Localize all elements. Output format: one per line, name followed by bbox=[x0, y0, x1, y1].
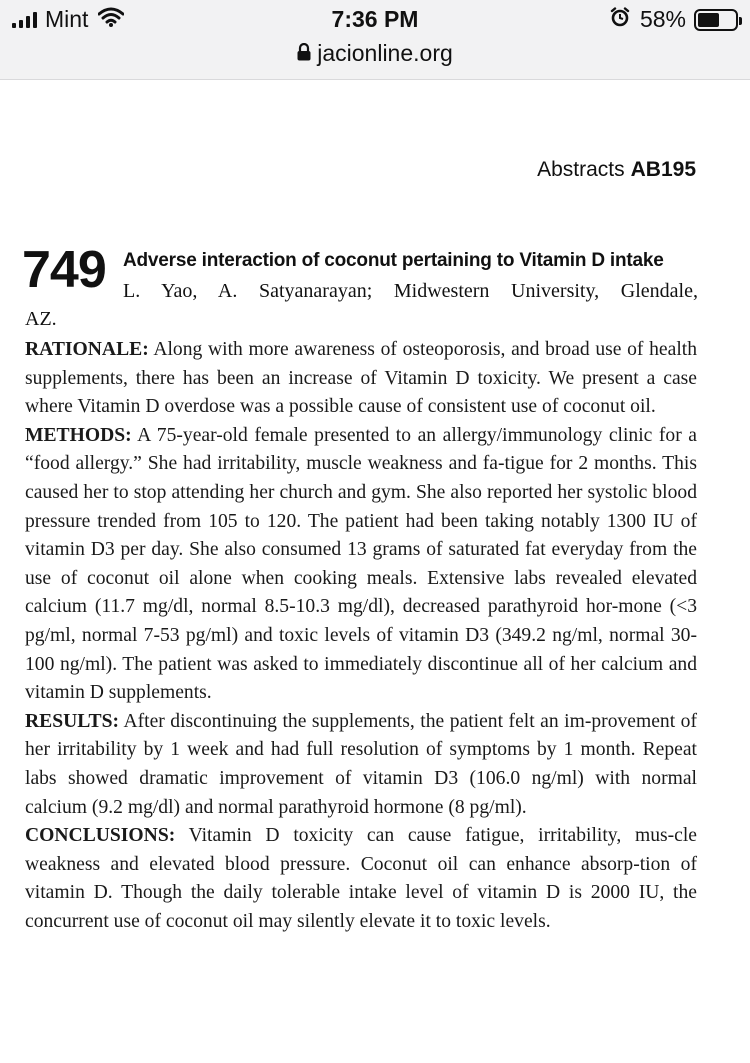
section-label: CONCLUSIONS: bbox=[25, 825, 176, 847]
section-label: RATIONALE: bbox=[25, 339, 149, 360]
header-page-number: AB195 bbox=[630, 158, 696, 181]
carrier-name: Mint bbox=[45, 6, 89, 32]
section-text: Vitamin D toxicity can cause fatigue, irritability, mus-cle weakness and elevated blood pressure. Coconut oil can enhance absorp-tion of vitamin D. Though the daily tolerable intake level of vitamin D is 2000 IU, the concurrent use of coconut oil may silently elevate it to toxic levels. bbox=[25, 825, 697, 932]
cellular-signal-icon bbox=[12, 12, 37, 28]
url-text[interactable]: jacionline.org bbox=[317, 40, 453, 66]
abstract-number: 749 bbox=[22, 241, 106, 299]
section-methods bbox=[25, 422, 697, 708]
browser-chrome bbox=[0, 0, 750, 80]
section-text: Along with more awareness of osteoporosis, and broad use of health supplements, there has been an increase of Vitamin D toxicity. We present a case where Vitamin D overdose was a possible cause of consistent use of coconut oil. bbox=[25, 339, 697, 418]
wifi-icon bbox=[98, 6, 124, 33]
abstract-body bbox=[25, 336, 697, 936]
section-label: METHODS: bbox=[25, 424, 132, 446]
authors-line: L. Yao, A. Satyanarayan; Midwestern University, Glendale, bbox=[123, 280, 698, 302]
status-bar-time: 7:36 PM bbox=[331, 6, 419, 32]
battery-percent: 58% bbox=[639, 6, 686, 32]
section-text: A 75-year-old female presented to an allergy/immunology clinic for a “food allergy.” She had irritability, muscle weakness and fa-tigue for 2 months. This caused her to stop attending her church and gym. She also reported her systolic blood pressure trended from 105 to 120. The patient had been taking notably 1300 IU of vitamin D3 per day. She also consumed 13 grams of saturated fat everyday from the use of coconut oil alone when cooking meals. Extensive labs revealed elevated calcium (11.7 mg/dl, normal 8.5-10.3 mg/dl), decreased parathyroid hor-mone (<3 pg/ml, normal 7-53 pg/ml) and toxic levels of vitamin D3 (349.2 ng/ml, normal 30-100 ng/ml). The patient was asked to immediately discontinue all of her calcium and vitamin D supplements. bbox=[25, 424, 697, 704]
section-text: After discontinuing the supplements, the patient felt an im-provement of her irritability by 1 week and had full resolution of symptoms by 1 month. Repeat labs showed dramatic improvement of vitamin D3 (106.0 ng/ml) with normal calcium (9.2 mg/dl) and normal parathyroid hormone (8 pg/ml). bbox=[25, 710, 697, 818]
abstract-title: Adverse interaction of coconut pertaining to Vitamin D intake bbox=[123, 250, 664, 271]
section-label: RESULTS: bbox=[25, 710, 120, 732]
section-results bbox=[25, 708, 697, 822]
header-section: Abstracts bbox=[537, 158, 625, 181]
status-bar-right bbox=[610, 6, 738, 33]
lock-icon bbox=[297, 40, 311, 67]
address-bar[interactable] bbox=[0, 40, 750, 67]
section-conclusions bbox=[25, 822, 697, 936]
alarm-icon bbox=[610, 6, 630, 33]
status-bar-left bbox=[12, 6, 124, 33]
journal-header bbox=[537, 158, 696, 182]
section-rationale bbox=[25, 336, 697, 422]
authors-line-continued: AZ. bbox=[25, 308, 57, 330]
battery-icon bbox=[694, 9, 738, 31]
